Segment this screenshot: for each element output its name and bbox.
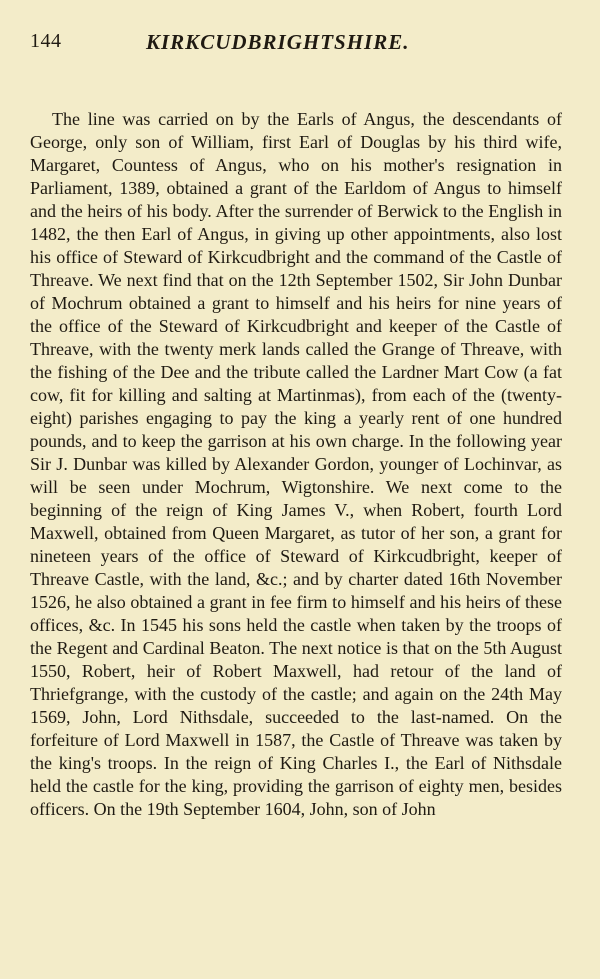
body-paragraph: The line was carried on by the Earls of Angus, the descendants of George, only son of William, first Earl of Douglas by his third wife, Margaret, Countess of Angus, who on his mother's resignation in Parliament, 1389, obtained a grant of the Earldom of Angus to himself and the heirs of his body. After the surrender of Berwick to the English in 1482, the then Earl of Angus, in giving up other appointments, also lost his office of Steward of Kirkcudbright and the command of the Castle of Threave. We next find that on the 12th September 1502, Sir John Dunbar of Mochrum obtained a grant to himself and his heirs for nine years of the office of the Steward of Kirkcudbright and keeper of the Castle of Threave, with the twenty merk lands called the Grange of Threave, with the fishing of the Dee and the tribute called the Lardner Mart Cow (a fat cow, fit for killing and salting at Martinmas), from each of the (twenty-eight) parishes engaging to pay the king a yearly rent of one hundred pounds, and to keep the garrison at his own charge. In the following year Sir J. Dunbar was killed by Alexander Gordon, younger of Lochinvar, as will be seen under Mochrum, Wigtonshire. We next come to the beginning of the reign of King James V., when Robert, fourth Lord Maxwell, obtained from Queen Margaret, as tutor of her son, a grant for nineteen years of the office of Steward of Kirkcudbright, keeper of Threave Castle, with the land, &c.; and by charter dated 16th November 1526, he also obtained a grant in fee firm to himself and his heirs of these offices, &c. In 1545 his sons held the castle when taken by the troops of the Regent and Cardinal Beaton. The next notice is that on the 5th August 1550, Robert, heir of Robert Maxwell, had retour of the land of Thriefgrange, with the custody of the castle; and again on the 24th May 1569, John, Lord Nithsdale, succeeded to the last-named. On the forfeiture of Lord Maxwell in 1587, the Castle of Threave was taken by the king's troops. In the reign of King Charles I., the Earl of Nithsdale held the castle for the king, providing the garrison of eighty men, besides officers. On the 19th September 1604, John, son of John xyxy=(30,109,562,819)
page-number: 144 xyxy=(30,30,62,52)
running-title: KIRKCUDBRIGHTSHIRE. xyxy=(146,30,410,54)
running-head xyxy=(30,30,562,64)
